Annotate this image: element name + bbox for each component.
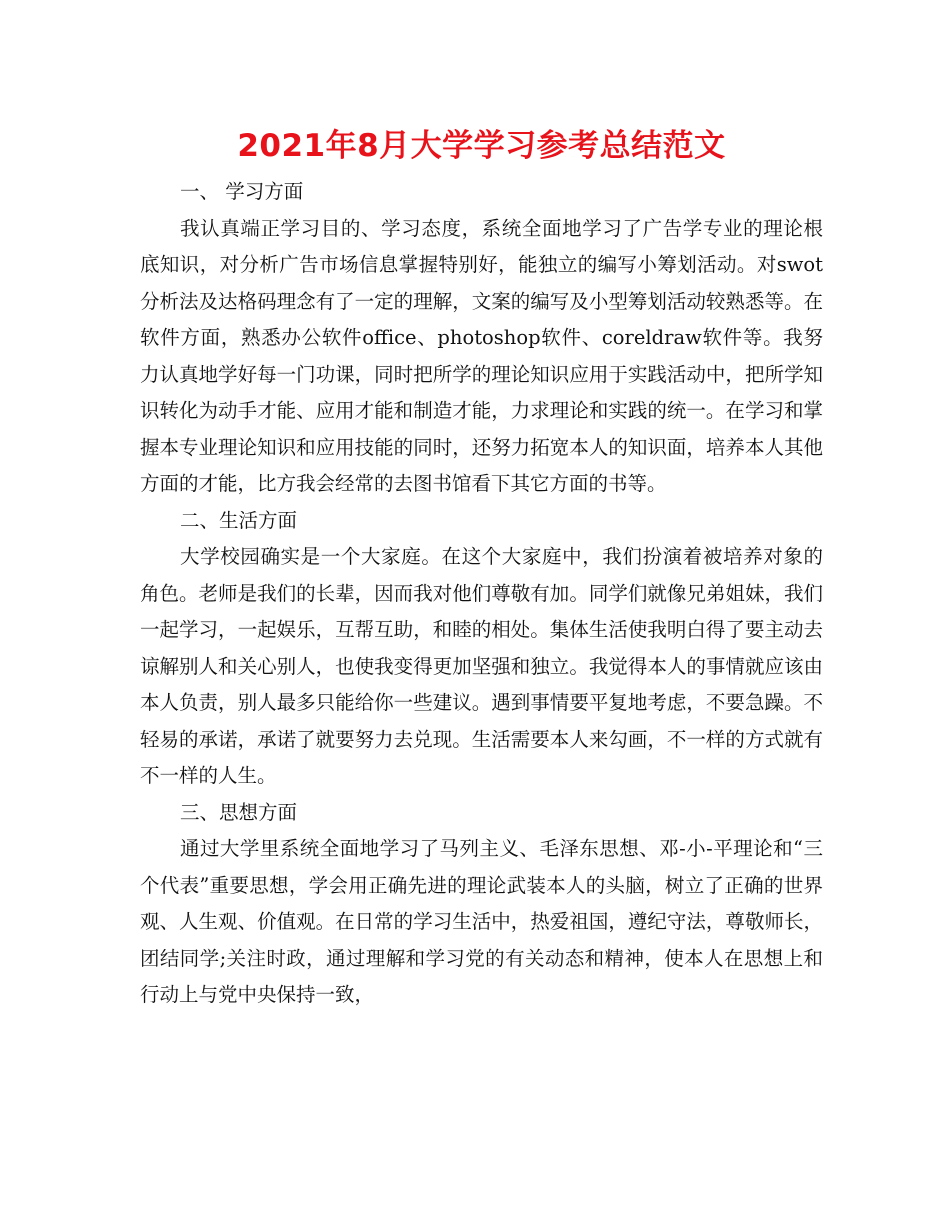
section-heading-thought: 三、思想方面 [180, 800, 298, 824]
document-page [140, 118, 823, 1014]
section-paragraph-life: 大学校园确实是一个大家庭。在这个大家庭中，我们扮演着被培养对象的角色。老师是我们的长辈，因而我对他们尊敬有加。同学们就像兄弟姐妹，我们一起学习，一起娱乐，互帮互助，和睦的相处。集体生活使我明白得了要主动去谅解别人和关心别人，也使我变得更加坚强和独立。我觉得本人的事情就应该由本人负责，别人最多只能给你一些建议。遇到事情要平复地考虑，不要急躁。不轻易的承诺，承诺了就要努力去兑现。生活需要本人来勾画，不一样的方式就有不一样的人生。 [140, 545, 823, 787]
document-title: 2021年8月大学学习参考总结范文 [237, 128, 726, 164]
section-heading-study: 一、 学习方面 [180, 180, 304, 203]
section-paragraph-thought: 通过大学里系统全面地学习了马列主义、毛泽东思想、邓-小-平理论和“三个代表”重要思想，学会用正确先进的理论武装本人的头脑，树立了正确的世界观、人生观、价值观。在日常的学习生活中，热爱祖国，遵纪守法，尊敬师长，团结同学;关注时政，通过理解和学习党的有关动态和精神，使本人在思想上和行动上与党中央保持一致， [140, 837, 823, 1006]
section-paragraph-study: 我认真端正学习目的、学习态度，系统全面地学习了广告学专业的理论根底知识，对分析广告市场信息掌握特别好，能独立的编写小筹划活动。对swot分析法及达格码理念有了一定的理解，文案的编写及小型筹划活动较熟悉等。在软件方面，熟悉办公软件office、photoshop软件、coreldraw软件等。我努力认真地学好每一门功课，同时把所学的理论知识应用于实践活动中，把所学知识转化为动手才能、应用才能和制造才能，力求理论和实践的统一。在学习和掌握本专业理论知识和应用技能的同时，还努力拓宽本人的知识面，培养本人其他方面的才能，比方我会经常的去图书馆看下其它方面的书等。 [140, 216, 823, 495]
section-heading-life: 二、生活方面 [180, 508, 298, 532]
